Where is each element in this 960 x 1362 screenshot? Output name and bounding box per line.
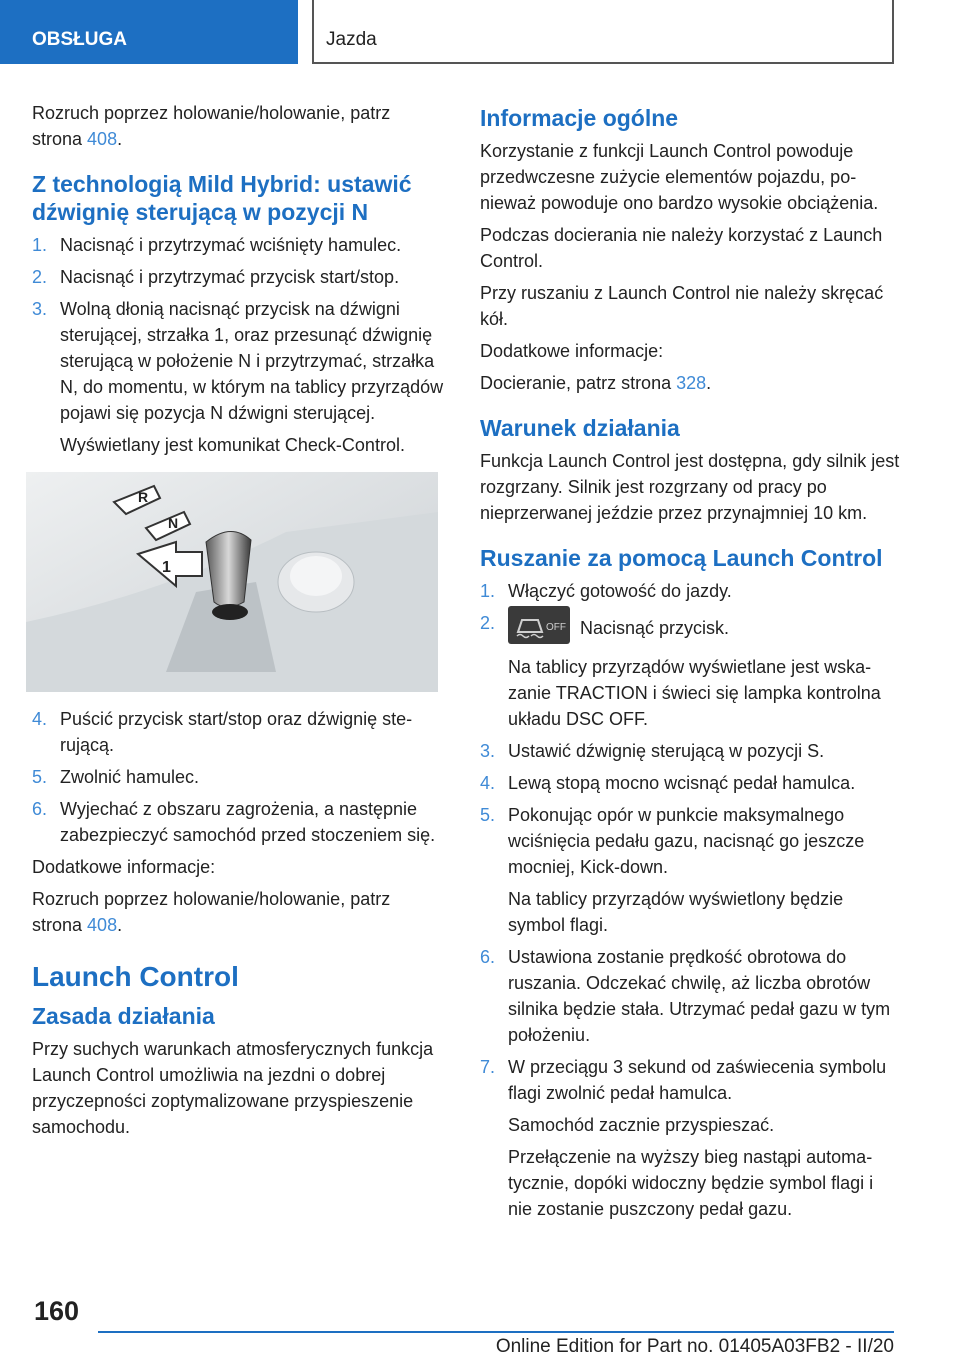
edition-text: Online Edition for Part no. 01405A03FB2 - II/20 [495, 1336, 894, 1357]
general-paragraph-1: Korzystanie z funkcji Launch Control powoduje przedwczesne zużycie elementów pojazdu, ponieważ powoduje ono bardzo wysokie obciążenia. [480, 141, 879, 213]
list-item: 6. Ustawiona zostanie prędkość obrotowa do ruszania. Odczekać chwilę, aż liczba obrotów silnika będzie stała. Utrzymać pedał gazu w tym położeniu. [480, 947, 891, 1045]
mild-hybrid-heading: Z technologią Mild Hybrid: ustawić dźwignię sterującą w pozycji N [32, 171, 412, 225]
start-heading: Ruszanie za pomocą Launch Control [480, 545, 883, 571]
list-item: 5. Pokonując opór w punkcie maksymalnego wciśnięcia pedału gazu, nacisnąć go jeszcze mocniej, Kick-down. Na tablicy przyrządów wyświetlony będzie symbol flagi. [480, 805, 865, 935]
list-item: 4. Lewą stopą mocno wcisnąć pedał hamulca. [480, 773, 856, 793]
list-item: 2. OFF Nacisnąć przycisk. Na tablicy przyrządów wyświetlane jest wskazanie TRACTION i świeci się lampka kontrolna układu DSC OFF. [480, 610, 900, 732]
condition-heading: Warunek działania [480, 415, 680, 441]
general-extra-paragraph: Docieranie, patrz strona 328. [480, 373, 712, 393]
right-column [480, 100, 900, 1228]
page-link-408[interactable]: 408 [87, 129, 118, 149]
svg-text:OFF: OFF [546, 622, 566, 633]
dsc-off-button-icon [508, 606, 570, 644]
extra-info-paragraph: Rozruch poprzez holowanie/holowanie, patrz strona 408. [32, 889, 391, 935]
list-item: 4. Puścić przycisk start/stop oraz dźwignię sterującą. [32, 709, 413, 755]
list-item: 7. W przeciągu 3 sekund od zaświecenia symbolu flagi zwolnić pedał hamulca. Samochód zacznie przyspieszać. Przełączenie na wyższy bieg nastąpi automatycznie, dopóki widoczny będzie symbol flagi i nie zostanie puszczony pedał gazu. [480, 1057, 887, 1219]
intro-paragraph: Rozruch poprzez holowanie/holowanie, patrz strona 408. [32, 103, 391, 149]
footer-divider [98, 1331, 894, 1333]
general-info-heading: Informacje ogólne [480, 105, 679, 131]
page-link-408-b[interactable]: 408 [87, 915, 118, 935]
arrow-label-r: R [138, 489, 149, 505]
general-paragraph-2: Podczas docierania nie należy korzystać z Launch Control. [480, 225, 883, 271]
gear-selector-figure [26, 472, 438, 692]
list-item: 3. Ustawić dźwignię sterującą w pozycji S. [480, 741, 825, 761]
launch-steps-list [480, 578, 900, 1222]
arrow-label-n: N [168, 515, 179, 531]
general-paragraph-3: Przy ruszaniu z Launch Control nie należy skręcać kół. [480, 283, 884, 329]
page-link-328[interactable]: 328 [676, 373, 707, 393]
condition-paragraph: Funkcja Launch Control jest dostępna, gdy silnik jest rozgrzany. Silnik jest rozgrzany od pracy po nieprzerwanej jeździe przez przynajmniej 10 km. [480, 451, 900, 523]
gear-selector-illustration [26, 472, 438, 692]
principle-paragraph: Przy suchych warunkach atmosferycznych funkcja Launch Control umożliwia na jezdni o dobrej przyczepności zoptymalizowane przyspieszenie samochodu. [32, 1039, 434, 1137]
steps-list-2 [32, 706, 444, 848]
list-item: 3. Wolną dłonią nacisnąć przycisk na dźwigni sterującej, strzałka 1, oraz przesunąć dźwignię sterującą w położenie N i przytrzymać, strzałka N, do momentu, w którym na tablicy przyrządów pojawi się pozycja N dźwigni sterującej. Wyświetlany jest komunikat Check-Control. [32, 299, 444, 455]
list-item: 2. Nacisnąć i przytrzymać przycisk start/stop. [32, 267, 400, 287]
arrow-label-1: 1 [162, 559, 171, 576]
list-item: 5. Zwolnić hamulec. [32, 767, 200, 787]
principle-heading: Zasada działania [32, 1003, 215, 1029]
general-extra-label: Dodatkowe informacje: [480, 341, 664, 361]
left-column [32, 100, 444, 1146]
steps-list-1 [32, 232, 444, 458]
list-item: 6. Wyjechać z obszaru zagrożenia, a następnie zabezpieczyć samochód przed stoczeniem się. [32, 799, 436, 845]
page-number: 160 [34, 1296, 80, 1326]
list-item: 1. Włączyć gotowość do jazdy. [480, 581, 732, 601]
section-tab: OBSŁUGA [0, 0, 298, 64]
chapter-title: Jazda [312, 0, 894, 64]
extra-info-label: Dodatkowe informacje: [32, 857, 216, 877]
launch-control-heading: Launch Control [32, 961, 239, 992]
list-item: 1. Nacisnąć i przytrzymać wciśnięty hamulec. [32, 235, 402, 255]
